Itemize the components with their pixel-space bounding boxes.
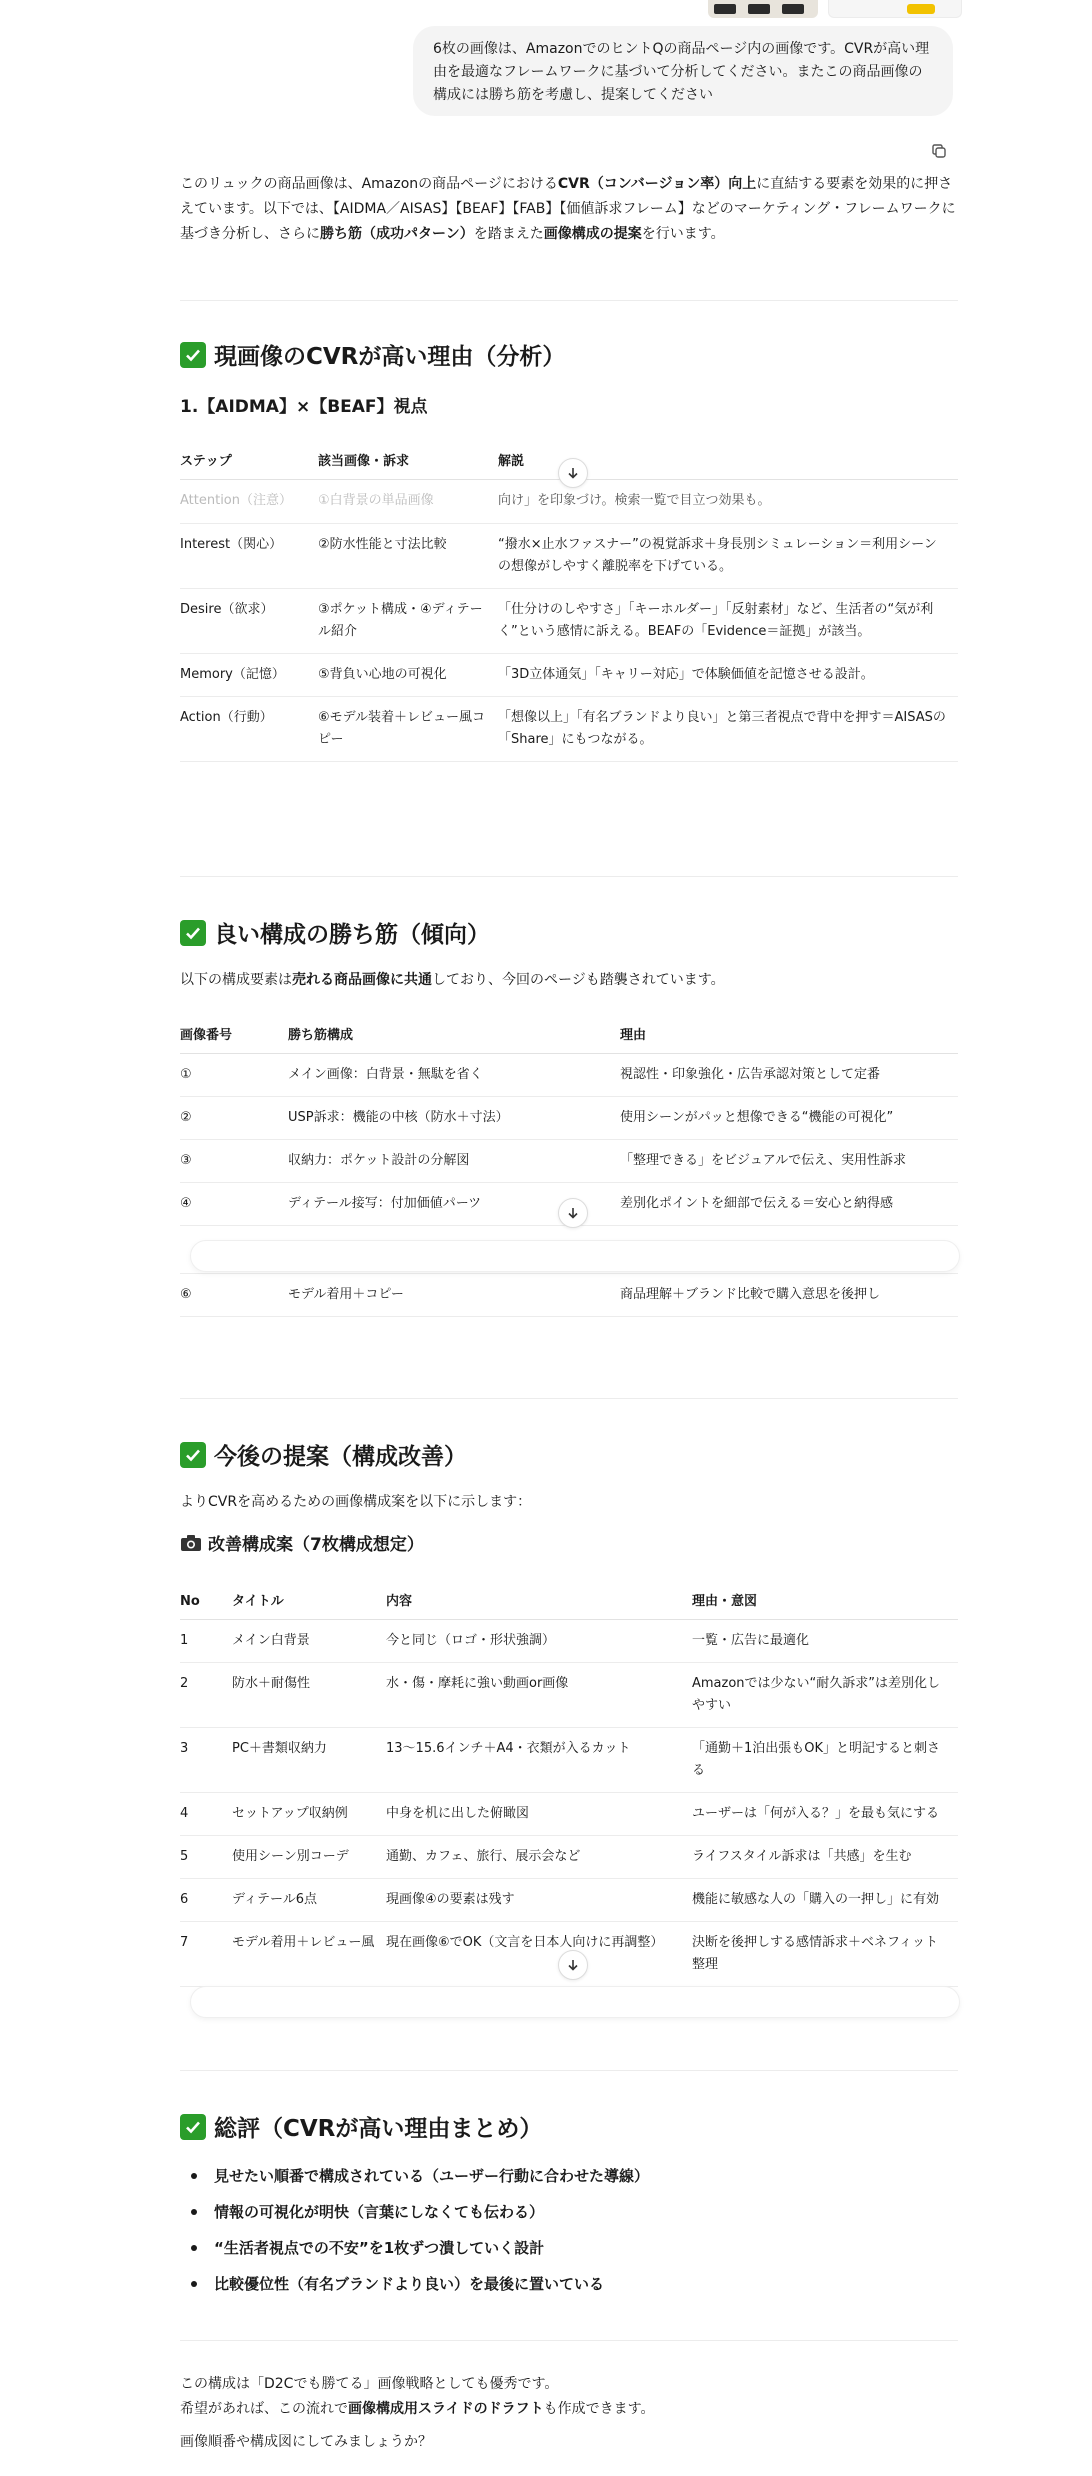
- table-cell: ⑥: [180, 1274, 288, 1317]
- summary-list: [180, 2158, 649, 2302]
- list-item: 比較優位性（有名ブランドより良い）を最後に置いている: [180, 2266, 649, 2302]
- table-row: [180, 589, 958, 654]
- table-cell: 1: [180, 1620, 232, 1663]
- table-cell: PC＋書類収納力: [232, 1728, 386, 1793]
- user-message-bubble: [413, 26, 953, 116]
- table-cell: Action（行動）: [180, 697, 318, 762]
- intro-text: このリュックの商品画像は、Amazonの商品ページにおける: [180, 176, 558, 192]
- check-mark-icon: [180, 2114, 206, 2140]
- table-row: [180, 1728, 958, 1793]
- divider: [180, 876, 958, 877]
- table-row: [180, 654, 958, 697]
- table-cell: 通勤、カフェ、旅行、展示会など: [386, 1836, 692, 1879]
- table-header: 内容: [386, 1590, 692, 1620]
- intro-paragraph: [180, 172, 958, 247]
- section4-title: 総評（CVRが高い理由まとめ）: [214, 2116, 543, 2142]
- table-header: 画像番号: [180, 1024, 288, 1054]
- table-cell: 5: [180, 1836, 232, 1879]
- table-cell: 現在画像⑥でOK（文言を日本人向けに再調整）: [386, 1922, 692, 1987]
- table-cell: ディテール6点: [232, 1879, 386, 1922]
- table-cell: Interest（関心）: [180, 524, 318, 589]
- user-message-text: 6枚の画像は、AmazonでのヒントQの商品ページ内の画像です。CVRが高い理由を最適なフレームワークに基づいて分析してください。またこの商品画像の構成には勝ち筋を考慮し、提案してください: [433, 41, 930, 103]
- closing-question: 画像順番や構成図にしてみましょうか？: [180, 2434, 432, 2450]
- table-cell: メイン白背景: [232, 1620, 386, 1663]
- section2-lead: [180, 968, 958, 993]
- section4-heading: [180, 2110, 542, 2143]
- scroll-overlay: [190, 1986, 960, 2018]
- table-row: [180, 1620, 958, 1663]
- table-cell: Desire（欲求）: [180, 589, 318, 654]
- table-cell: 一覧・広告に最適化: [692, 1620, 958, 1663]
- lead-text: よりCVRを高めるための画像構成案を以下に示します：: [180, 1494, 532, 1510]
- table-row: [180, 524, 958, 589]
- list-item: 情報の可視化が明快（言葉にしなくても伝わる）: [180, 2194, 649, 2230]
- aidma-table: [180, 450, 958, 762]
- table-cell: ユーザーは「何が入る？」を最も気にする: [692, 1793, 958, 1836]
- section1-subtitle: [180, 392, 428, 417]
- table-cell: 収納力：ポケット設計の分解図: [288, 1140, 620, 1183]
- section3-heading: [180, 1438, 467, 1471]
- section1-heading: [180, 338, 565, 371]
- copy-icon[interactable]: [931, 143, 947, 159]
- table-cell: 2: [180, 1663, 232, 1728]
- section3-subtitle: [180, 1530, 424, 1555]
- table-cell: 機能に敏感な人の「購入の一押し」に有効: [692, 1879, 958, 1922]
- divider: [180, 300, 958, 301]
- check-mark-icon: [180, 920, 206, 946]
- section2-heading: [180, 916, 490, 949]
- table-header-row: [180, 1024, 958, 1054]
- table-header: No: [180, 1590, 232, 1620]
- table-row: [180, 1097, 958, 1140]
- table-cell: モデル着用＋コピー: [288, 1274, 620, 1317]
- table-cell: 「想像以上」「有名ブランドより良い」と第三者視点で背中を押す＝AISASの「Share」にもつながる。: [498, 697, 958, 762]
- product-thumbnail[interactable]: [708, 0, 818, 18]
- table-cell: 「3D立体通気」「キャリー対応」で体験価値を記憶させる設計。: [498, 654, 958, 697]
- table-cell: ⑥モデル装着＋レビュー風コピー: [318, 697, 498, 762]
- table-cell: ⑤背負い心地の可視化: [318, 654, 498, 697]
- table-header-row: [180, 1590, 958, 1620]
- scroll-overlay: [190, 1240, 960, 1272]
- table-header: 解説: [498, 450, 958, 480]
- arrow-down-icon: [566, 1958, 580, 1972]
- intro-text: を踏まえた: [473, 226, 544, 242]
- closing-bold: 画像構成用スライドのドラフト: [348, 2401, 544, 2417]
- table-cell: セットアップ収納例: [232, 1793, 386, 1836]
- section2-title: 良い構成の勝ち筋（傾向）: [214, 922, 490, 948]
- arrow-down-icon: [566, 466, 580, 480]
- table-cell: 今と同じ（ロゴ・形状強調）: [386, 1620, 692, 1663]
- check-mark-icon: [180, 1442, 206, 1468]
- section3-title: 今後の提案（構成改善）: [214, 1444, 467, 1470]
- table-cell: モデル着用＋レビュー風: [232, 1922, 386, 1987]
- divider: [180, 2340, 958, 2341]
- table-cell: ③ポケット構成・④ディテール紹介: [318, 589, 498, 654]
- table-row: [180, 1879, 958, 1922]
- closing-text: も作成できます。: [543, 2401, 655, 2417]
- divider: [180, 2070, 958, 2071]
- table-cell: ライフスタイル訴求は「共感」を生む: [692, 1836, 958, 1879]
- table-cell: ③: [180, 1140, 288, 1183]
- table-cell: 差別化ポイントを細部で伝える＝安心と納得感: [620, 1183, 958, 1226]
- section1-subtitle-text: 1.【AIDMA】×【BEAF】視点: [180, 397, 428, 417]
- table-cell: 「仕分けのしやすさ」「キーホルダー」「反射素材」など、生活者の“気が利く”という感情に訴える。BEAFの「Evidence＝証拠」が該当。: [498, 589, 958, 654]
- table-cell: 3: [180, 1728, 232, 1793]
- lead-text: 以下の構成要素は: [180, 972, 292, 988]
- table-row: [180, 1663, 958, 1728]
- table-cell: ②: [180, 1097, 288, 1140]
- table-cell: 防水＋耐傷性: [232, 1663, 386, 1728]
- table-cell: 水・傷・摩耗に強い動画or画像: [386, 1663, 692, 1728]
- table-header: タイトル: [232, 1590, 386, 1620]
- table-cell: 「通勤＋1泊出張もOK」と明記すると刺さる: [692, 1728, 958, 1793]
- table-cell: 中身を机に出した俯瞰図: [386, 1793, 692, 1836]
- scroll-down-button[interactable]: [558, 1950, 588, 1980]
- table-cell: Memory（記憶）: [180, 654, 318, 697]
- table-cell: “撥水×止水ファスナー”の視覚訴求＋身長別シミュレーション＝利用シーンの想像がしやすく離脱率を下げている。: [498, 524, 958, 589]
- arrow-down-icon: [566, 1206, 580, 1220]
- table-cell: ②防水性能と寸法比較: [318, 524, 498, 589]
- intro-bold: CVR（コンバージョン率）向上: [557, 176, 757, 192]
- divider: [180, 1398, 958, 1399]
- proposal-table: [180, 1590, 958, 1987]
- product-thumbnail[interactable]: [828, 0, 962, 18]
- table-cell: Amazonでは少ない“耐久訴求”は差別化しやすい: [692, 1663, 958, 1728]
- scroll-down-button[interactable]: [558, 1198, 588, 1228]
- table-cell: 視認性・印象強化・広告承認対策として定番: [620, 1054, 958, 1097]
- table-cell: Attention（注意）: [180, 480, 318, 524]
- table-row: [180, 1274, 958, 1317]
- table-row: [180, 697, 958, 762]
- table-cell: ①: [180, 1054, 288, 1097]
- lead-bold: 売れる商品画像に共通: [292, 972, 432, 988]
- section3-lead: [180, 1490, 958, 1515]
- table-cell: 13〜15.6インチ＋A4・衣類が入るカット: [386, 1728, 692, 1793]
- closing-paragraph: [180, 2372, 958, 2455]
- table-header: ステップ: [180, 450, 318, 480]
- table-row: [180, 1836, 958, 1879]
- lead-text: しており、今回のページも踏襲されています。: [432, 972, 725, 988]
- check-mark-icon: [180, 342, 206, 368]
- table-header: 該当画像・訴求: [318, 450, 498, 480]
- table-cell: 決断を後押しする感情訴求＋ベネフィット整理: [692, 1922, 958, 1987]
- intro-text: を行います。: [641, 226, 725, 242]
- scroll-down-button[interactable]: [558, 458, 588, 488]
- table-row: [180, 1054, 958, 1097]
- table-cell: 6: [180, 1879, 232, 1922]
- list-item: 見せたい順番で構成されている（ユーザー行動に合わせた導線）: [180, 2158, 649, 2194]
- table-cell: 4: [180, 1793, 232, 1836]
- table-cell: 向け」を印象づけ。検索一覧で目立つ効果も。: [498, 480, 958, 524]
- table-cell: ディテール接写：付加価値パーツ: [288, 1183, 620, 1226]
- intro-bold: 勝ち筋（成功パターン）: [320, 226, 474, 242]
- table-header: 理由: [620, 1024, 958, 1054]
- table-cell: 現画像④の要素は残す: [386, 1879, 692, 1922]
- table-row: [180, 1140, 958, 1183]
- table-cell: ④: [180, 1183, 288, 1226]
- winning-pattern-table: [180, 1024, 958, 1317]
- list-item: “生活者視点での不安”を1枚ずつ潰していく設計: [180, 2230, 649, 2266]
- table-cell: ①白背景の単品画像: [318, 480, 498, 524]
- closing-text: 希望があれば、この流れで: [180, 2401, 348, 2417]
- section3-subtitle-text: 改善構成案（7枚構成想定）: [208, 1535, 424, 1555]
- intro-text: に直結する要素を効果的に押さえています。以下では、【AIDMA／AISAS】【BEAF】【FAB】【価値訴求フレーム】などのマーケティング・フレームワークに基づき分析し、さらに: [180, 176, 956, 242]
- section1-title: 現画像のCVRが高い理由（分析）: [214, 344, 566, 370]
- table-header: 勝ち筋構成: [288, 1024, 620, 1054]
- table-cell: 7: [180, 1922, 232, 1987]
- table-cell: 使用シーン別コーデ: [232, 1836, 386, 1879]
- table-cell: 「整理できる」をビジュアルで伝え、実用性訴求: [620, 1140, 958, 1183]
- table-header: 理由・意図: [692, 1590, 958, 1620]
- table-cell: メイン画像：白背景・無駄を省く: [288, 1054, 620, 1097]
- table-row: [180, 1793, 958, 1836]
- closing-text: この構成は「D2Cでも勝てる」画像戦略としても優秀です。: [180, 2376, 559, 2392]
- table-cell: 使用シーンがパッと想像できる“機能の可視化”: [620, 1097, 958, 1140]
- camera-icon: [180, 1534, 202, 1552]
- table-cell: USP訴求：機能の中核（防水＋寸法）: [288, 1097, 620, 1140]
- attached-images-strip: [0, 0, 1092, 20]
- table-cell: 商品理解＋ブランド比較で購入意思を後押し: [620, 1274, 958, 1317]
- intro-bold: 画像構成の提案: [543, 226, 642, 242]
